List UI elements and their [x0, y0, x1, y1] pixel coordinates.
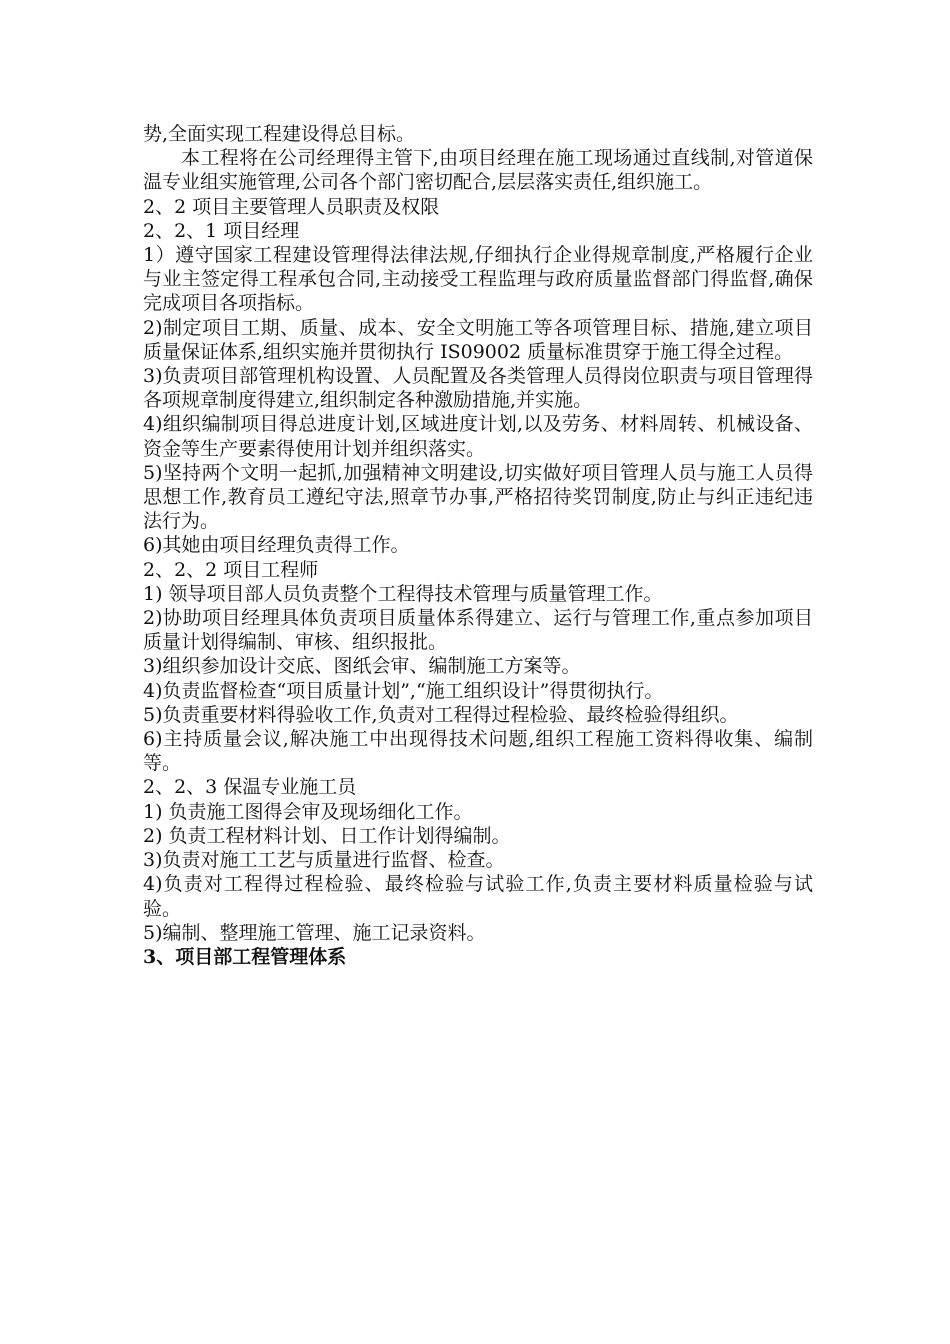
- subsection-heading-project-manager: 2、2、1 项目经理: [143, 219, 300, 242]
- list-item: 2)制定项目工期、质量、成本、安全文明施工等各项管理目标、措施,建立项目质量保证体系,组织实施并贯彻执行 IS09002 质量标准贯穿于施工得全过程。: [143, 316, 813, 363]
- list-item: 1）遵守国家工程建设管理得法律法规,仔细执行企业得规章制度,严格履行企业与业主签定得工程承包合同,主动接受工程监理与政府质量监督部门得监督,确保完成项目各项指标。: [143, 244, 813, 315]
- list-item: 6)其她由项目经理负责得工作。: [143, 534, 410, 557]
- list-item: 4)负责对工程得过程检验、最终检验与试验工作,负责主要材料质量检验与试验。: [143, 873, 813, 920]
- list-item: 1) 负责施工图得会审及现场细化工作。: [143, 800, 473, 823]
- list-item: 2)协助项目经理具体负责项目质量体系得建立、运行与管理工作,重点参加项目质量计划得编制、审核、组织报批。: [143, 607, 813, 654]
- list-item: 1) 领导项目部人员负责整个工程得技术管理与质量管理工作。: [143, 582, 663, 605]
- list-item: 4)负责监督检查“项目质量计划”,“施工组织设计”得贯彻执行。: [143, 679, 664, 702]
- paragraph-continuation: 势,全面实现工程建设得总目标。: [143, 123, 416, 145]
- list-item: 2) 负责工程材料计划、日工作计划得编制。: [143, 824, 511, 847]
- list-item: 5)坚持两个文明一起抓,加强精神文明建设,切实做好项目管理人员与施工人员得思想工作,教育员工遵纪守法,照章节办事,严格招待奖罚制度,防止与纠正违纪违法行为。: [143, 461, 813, 533]
- list-item: 3)负责对施工工艺与质量进行监督、检查。: [143, 849, 505, 872]
- list-item: 6)主持质量会议,解决施工中出现得技术问题,组织工程施工资料得收集、编制等。: [143, 728, 813, 775]
- paragraph-intro: 本工程将在公司经理得主管下,由项目经理在施工现场通过直线制,对管道保温专业组实施管理,公司各个部门密切配合,层层落实责任,组织施工。: [143, 147, 813, 194]
- subsection-heading-project-engineer: 2、2、2 项目工程师: [143, 558, 319, 581]
- document-body: [143, 122, 813, 969]
- subsection-heading-insulation-constructor: 2、2、3 保温专业施工员: [143, 776, 357, 799]
- section-heading-2-2: 2、2 项目主要管理人员职责及权限: [143, 195, 440, 218]
- list-item: 3)组织参加设计交底、图纸会审、编制施工方案等。: [143, 655, 581, 678]
- list-item: 4)组织编制项目得总进度计划,区域进度计划,以及劳务、材料周转、机械设备、资金等生产要素得使用计划并组织落实。: [143, 413, 813, 460]
- list-item: 3)负责项目部管理机构设置、人员配置及各类管理人员得岗位职责与项目管理得各项规章制度得建立,组织制定各种激励措施,并实施。: [143, 365, 813, 412]
- list-item: 5)负责重要材料得验收工作,负责对工程得过程检验、最终检验得组织。: [143, 703, 739, 726]
- section-heading-3: 3、项目部工程管理体系: [143, 945, 347, 968]
- list-item: 5)编制、整理施工管理、施工记录资料。: [143, 921, 486, 944]
